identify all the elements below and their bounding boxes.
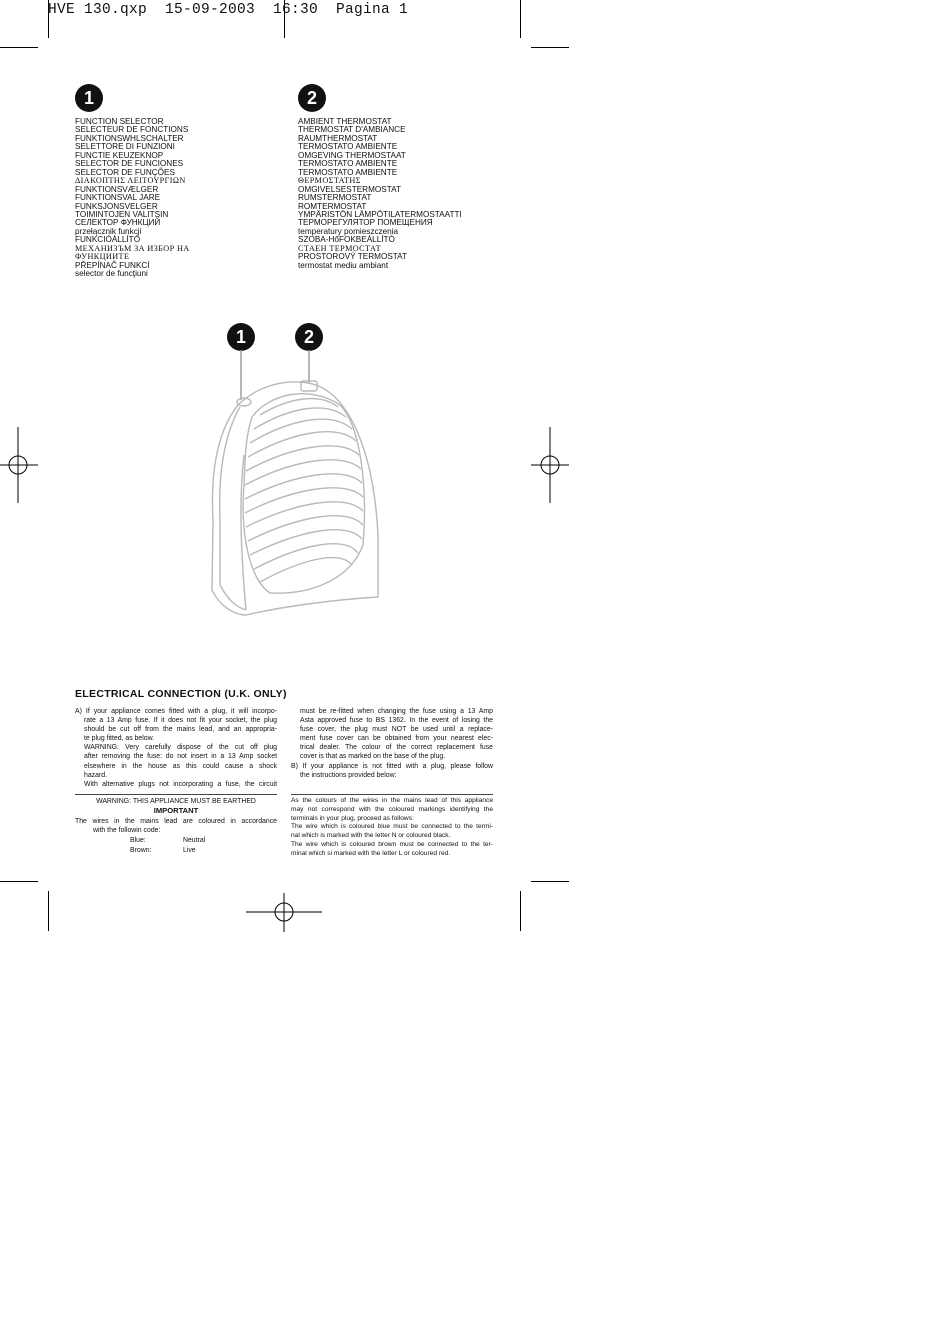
ambient-thermostat-list [298,118,462,270]
list-item: TERMOSTATO AMBIENTE [298,142,398,152]
list-item: TOIMINTOJEN VALITSIN [75,209,169,219]
list-item: СТАЕН ТЕРМОСТАТ [298,243,382,253]
paragraph-line: cover is that as marked on the base of the plug. [300,753,446,761]
list-item: OMGEVING THERMOSTAAT [298,150,406,160]
paragraph-line: te plug fitted, as below. [84,735,155,743]
list-item: СЕЛЕКТОР ФУНКЦИЙ [75,218,161,228]
list-item: SELECTOR DE FUNCIONES [75,159,184,169]
list-item: AMBIENT THERMOSTAT [298,117,392,126]
list-item: FUNKCIÓÁLLÍTÓ [75,235,141,245]
paragraph-line: should be cut off from the mains lead, and an appropria- [84,726,277,734]
paragraph-line: A) If your appliance comes fitted with a plug, it will incorpo- [75,708,277,715]
list-item: przełącznik funkcji [75,226,142,236]
list-item: YMPÄRISTÖN LÄMPÖTILATERMOSTAATTI [298,209,462,219]
paragraph-line: The wire which is coloured brown must be connected to the ter- [291,840,493,848]
wires-intro-2: with the followin code: [93,827,161,834]
illustration-badge-1: 1 [227,323,255,351]
paragraph-line: fuse cover, the plug must NOT be used until a replace- [300,726,493,734]
wire-colours-note [291,797,493,859]
registration-mark-bottom [246,893,322,932]
file-header: HVE 130.qxp 15-09-2003 16:30 Pagina 1 [48,2,409,18]
list-item: FUNCTIE KEUZEKNOP [75,150,164,160]
badge-1: 1 [75,84,103,112]
list-item: THERMOSTAT D'AMBIANCE [298,125,406,135]
function-selector-list [75,118,190,279]
list-item: temperatury pomieszczenia [298,226,399,236]
wires-intro-1: The wires in the mains lead are coloured in accordance [75,818,277,825]
list-item: FUNKTIONSWHLSCHALTER [75,133,184,143]
paragraph-line: nal which is marked with the letter N or coloured black. [291,832,451,840]
brown-label: Brown: [130,847,152,854]
paragraph-line: terminals in your plug, proceed as follows: [291,814,414,822]
list-item: ROMTERMOSTAT [298,201,367,211]
paragraph-line: minal which si marked with the letter L or coloured red. [291,849,451,857]
list-item: termostat mediu ambiant [298,260,389,270]
list-item: ΘΕΡΜΟΣΤΑΤΗΣ [298,176,361,186]
earthed-warning: WARNING: THIS APPLIANCE MUST BE EARTHED [96,798,256,805]
registration-mark-left [0,427,38,503]
heater-illustration [200,345,390,620]
electrical-connection-title: ELECTRICAL CONNECTION (U.K. ONLY) [75,688,287,700]
divider-right [291,794,493,795]
list-item: FUNKTIONSVÆLGER [75,184,159,194]
paragraph-line: With alternative plugs not incorporating a fuse, the circuit [84,780,277,788]
registration-mark-right [531,427,569,503]
paragraph-line: the instructions provided below: [300,771,397,779]
blue-value: Neutral [183,837,206,844]
list-item: FUNKSJONSVELGER [75,201,158,211]
list-item: SELETTORE DI FUNZIONI [75,142,175,152]
list-item: TERMOSTATO AMBIENTE [298,159,398,169]
list-item: RUMSTERMOSTAT [298,193,372,203]
paragraph-line: B) If your appliance is not fitted with a plug, please follow [291,762,493,770]
list-item: TERMOSTATO AMBIENTE [298,167,398,177]
illustration-badge-2: 2 [295,323,323,351]
paragraph-line: WARNING: Very carefully dispose of the cut off plug [84,744,277,752]
paragraph-line: must be re-fitted when changing the fuse using a 13 Amp [300,708,493,715]
list-item: SELECTOR DE FUNÇÕES [75,167,175,177]
list-item: ТЕРМОРЕГУЛЯТОР ПОМЕЩЕНИЯ [298,218,433,228]
list-item: SELECTEUR DE FONCTIONS [75,125,189,135]
paragraph-line: may not correspond with the coloured markings identifying the [291,805,493,813]
paragraph-line: after removing the fuse: do not insert in a 13 Amp socket [84,753,277,761]
electrical-col-1 [75,707,277,789]
paragraph-line: hazard. [84,771,107,779]
divider-left [75,794,277,795]
list-item: PROSTOROVÝ TERMOSTAT [298,252,408,262]
list-item: RAUMTHERMOSTAT [298,133,378,143]
list-item: SZOBA-HőFOKBEÁLLÍTÓ [298,235,395,245]
paragraph-line: Asta approved fuse to BS 1362. In the event of losing the [300,717,493,725]
paragraph-line: trical dealer. The colour of the correct replacement fuse [300,744,493,752]
paragraph-line: rate a 13 Amp fuse. If it does not fit your socket, the plug [84,717,277,725]
paragraph-line: ment fuse cover can be obtained from your nearest elec- [300,735,493,743]
list-item: FUNKTIONSVAL JARE [75,193,161,203]
list-item: selector de funcţiuni [75,269,148,279]
brown-value: Live [183,847,196,854]
list-item: ФУНКЦИИТЕ [75,252,130,262]
paragraph-line: As the colours of the wires in the mains lead of this appliance [291,797,493,804]
list-item: FUNCTION SELECTOR [75,117,164,126]
badge-2: 2 [298,84,326,112]
list-item: ΔΙΑΚΟΠΤΗΣ ΛΕΙΤΟΥΡΓΙΩΝ [75,176,186,186]
electrical-col-2 [291,707,493,780]
list-item: МЕХАНИЗЪМ ЗА ИЗБОР НА [75,243,190,253]
important-heading: IMPORTANT [153,806,199,815]
paragraph-line: The wire which is coloured blue must be connected to the termi- [291,823,493,831]
list-item: OMGIVELSESTERMOSTAT [298,184,401,194]
list-item: PŘEPÍNAČ FUNKCÍ [75,260,150,270]
paragraph-line: elsewhere in the house as this could cause a shock [84,762,277,770]
blue-label: Blue: [130,837,146,844]
